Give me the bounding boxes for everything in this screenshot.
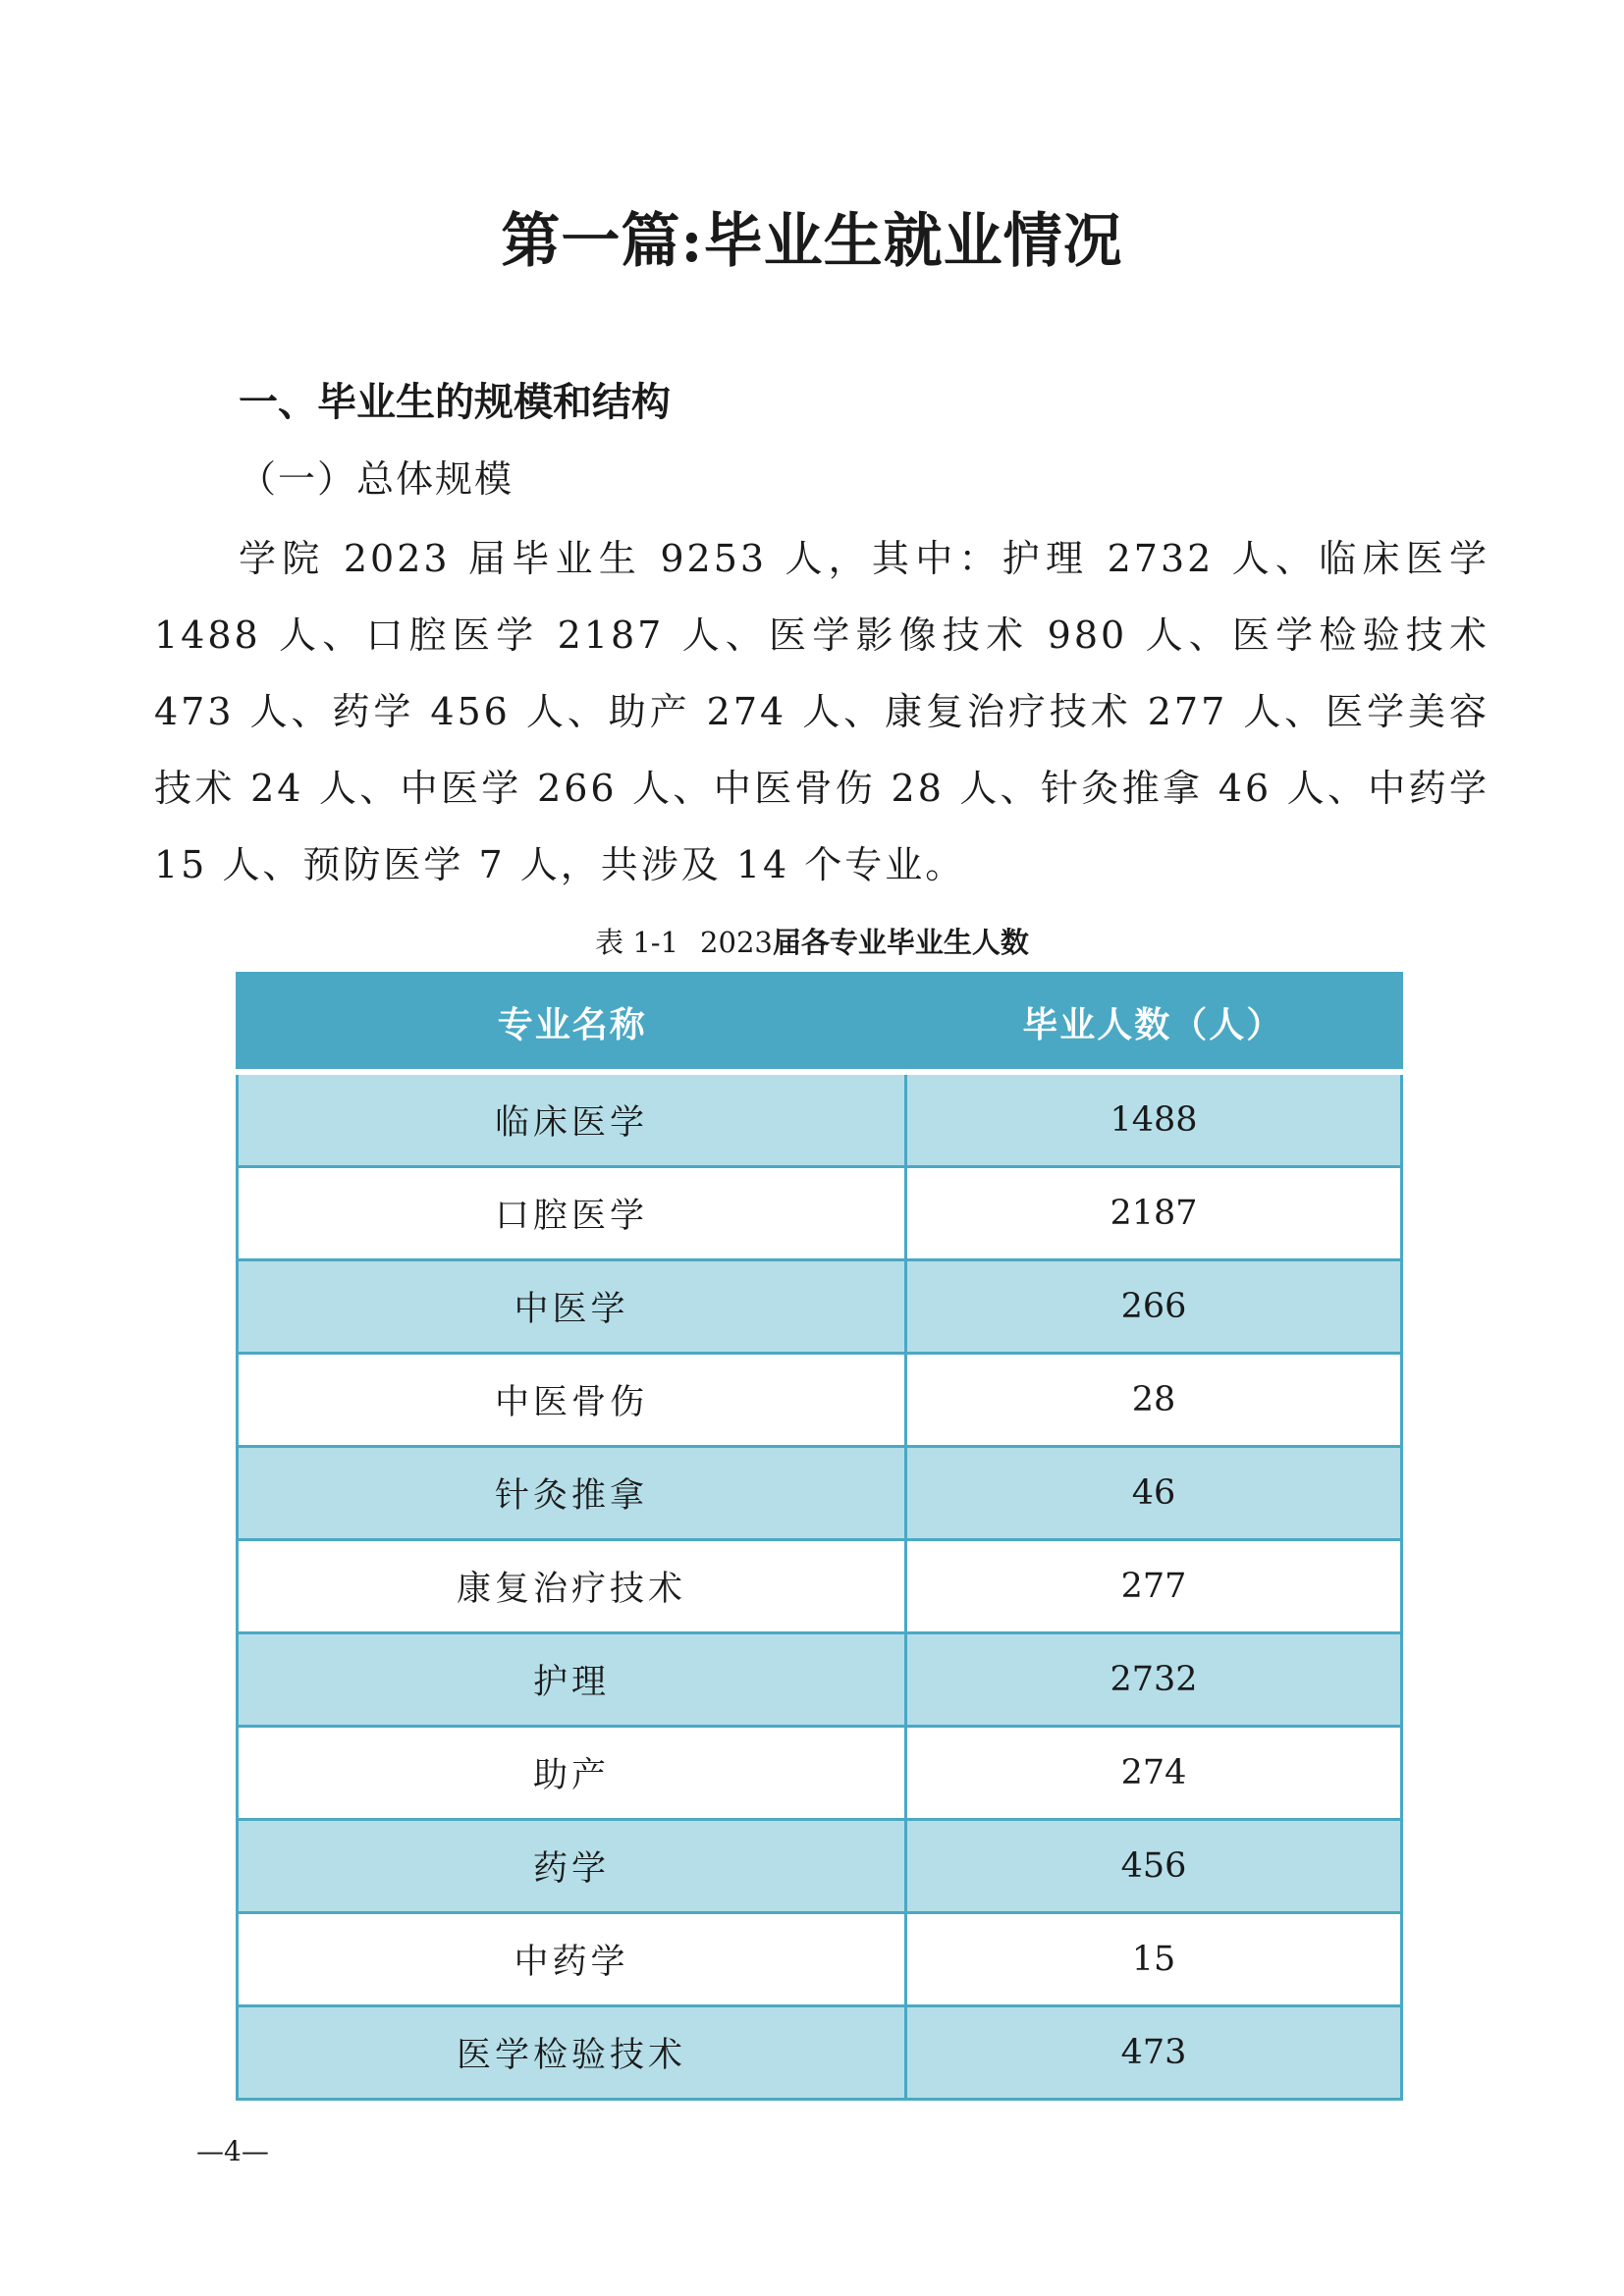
- table-caption-text: 届各专业毕业生人数: [772, 926, 1029, 959]
- table-caption-year: 2023: [700, 926, 773, 959]
- table-caption: [0, 921, 1624, 964]
- body-paragraph: 学院 2023 届毕业生 9253 人，其中：护理 2732 人、临床医学 1488 人、口腔医学 2187 人、医学影像技术 980 人、医学检验技术 473 人、药学 456 人、助产 274 人、康复治疗技术 277 人、医学美容技术 24 人、中医学 266 人、中医骨伤 28 人、针灸推拿 46 人、中药学 15 人、预防医学 7 人，共涉及 14 个专业。: [154, 537, 1489, 886]
- table-caption-number: 表 1-1: [595, 926, 679, 959]
- table-row: [238, 1633, 1402, 1727]
- table-row: [238, 2006, 1402, 2100]
- subsection-heading: （一）总体规模: [239, 457, 514, 501]
- table-row: [238, 1447, 1402, 1540]
- page-number: —4—: [196, 2135, 269, 2167]
- major-name: 针灸推拿: [238, 1447, 906, 1540]
- major-name: 药学: [238, 1820, 906, 1913]
- graduate-count: 1488: [906, 1072, 1402, 1167]
- graduate-count: 473: [906, 2006, 1402, 2100]
- table-row: [238, 1727, 1402, 1820]
- table-row: [238, 1167, 1402, 1260]
- header-major: 专业名称: [238, 974, 906, 1073]
- section-heading: 一、毕业生的规模和结构: [239, 380, 671, 425]
- table-row: [238, 1820, 1402, 1913]
- table-header-row: [238, 974, 1402, 1073]
- major-name: 助产: [238, 1727, 906, 1820]
- major-name: 康复治疗技术: [238, 1540, 906, 1633]
- major-name: 中医骨伤: [238, 1354, 906, 1447]
- graduate-count: 266: [906, 1260, 1402, 1354]
- page-title: 第一篇:毕业生就业情况: [501, 207, 1123, 276]
- major-name: 护理: [238, 1633, 906, 1727]
- table-row: [238, 1072, 1402, 1167]
- table-row: [238, 1260, 1402, 1354]
- major-name: 中医学: [238, 1260, 906, 1354]
- major-name: 中药学: [238, 1913, 906, 2006]
- graduate-count: 2732: [906, 1633, 1402, 1727]
- graduate-count: 277: [906, 1540, 1402, 1633]
- graduate-count: 15: [906, 1913, 1402, 2006]
- graduates-by-major-table: [236, 972, 1403, 2101]
- major-name: 临床医学: [238, 1072, 906, 1167]
- graduate-count: 46: [906, 1447, 1402, 1540]
- major-name: 口腔医学: [238, 1167, 906, 1260]
- graduate-count: 28: [906, 1354, 1402, 1447]
- graduate-count: 456: [906, 1820, 1402, 1913]
- table-row: [238, 1540, 1402, 1633]
- header-count: 毕业人数（人）: [906, 974, 1402, 1073]
- graduate-count: 274: [906, 1727, 1402, 1820]
- major-name: 医学检验技术: [238, 2006, 906, 2100]
- table-row: [238, 1913, 1402, 2006]
- graduate-count: 2187: [906, 1167, 1402, 1260]
- table-row: [238, 1354, 1402, 1447]
